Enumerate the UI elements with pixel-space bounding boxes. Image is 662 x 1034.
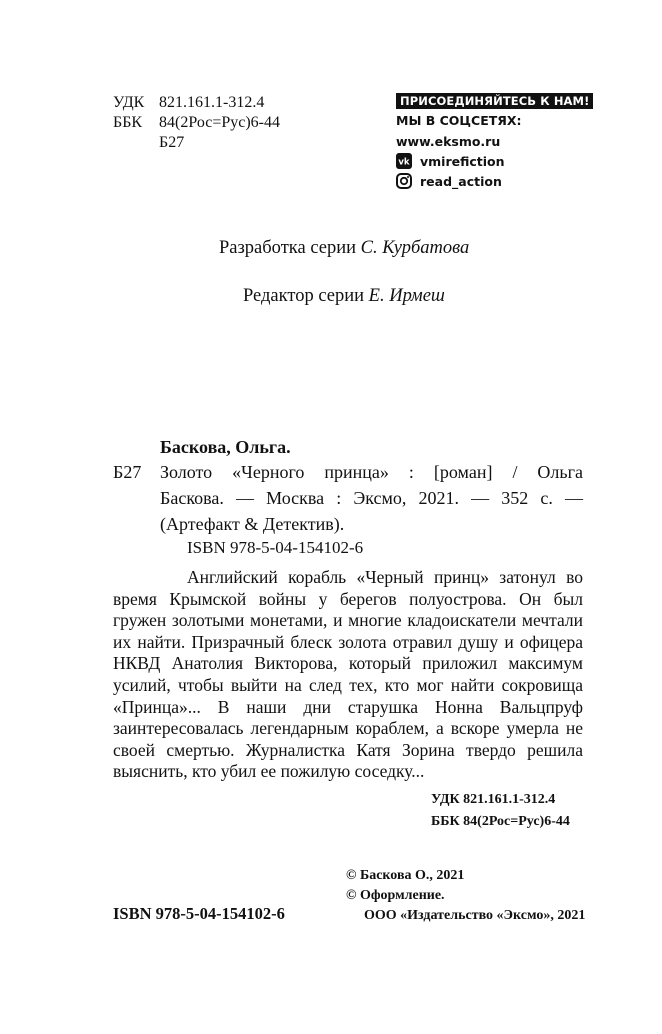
udk-bold: УДК 821.161.1-312.4 [431, 792, 556, 807]
bbk-label: ББК [113, 114, 143, 131]
svg-text:vk: vk [398, 157, 410, 168]
biblio-mark: Б27 [113, 462, 142, 482]
copyright-design: © Оформление. [346, 888, 445, 903]
annotation [113, 567, 583, 783]
isbn-bottom: ISBN 978-5-04-154102-6 [113, 904, 285, 923]
vk-icon [396, 153, 412, 169]
annotation-text: Английский корабль «Черный принц» затонул во время Крымской войны у берегов полуострова. Он был гружен золотыми монетами, и многие кладоискатели мечтали их найти. Призрачный блеск золота отравил душу и офицера НКВД Анатолия Викторова, который приложил максимум усилий, чтобы выйти на след тех, кто мог найти сокровища «Принца»... В наши дни старушка Нонна Вальцпруф заинтересовалась легендарным кораблем, а вскоре умерла не своей смертью. Журналистка Катя Зорина твердо решила выяснить, кто убил ее пожилую соседку... [113, 567, 583, 782]
join-banner: ПРИСОЕДИНЯЙТЕСЬ К НАМ! [396, 93, 593, 109]
social-block [396, 93, 593, 191]
instagram-icon [396, 173, 412, 189]
biblio-line-1: Золото «Черного принца» : [роман] / Ольга [160, 462, 583, 482]
series-design-label: Разработка серии [219, 238, 357, 258]
isbn-main: ISBN 978-5-04-154102-6 [187, 538, 364, 557]
bbk-value: 84(2Рос=Рус)6-44 [159, 114, 281, 131]
copyright-publisher: ООО «Издательство «Эксмо», 2021 [364, 908, 586, 923]
udk-value: 821.161.1-312.4 [159, 94, 265, 111]
website-link[interactable]: www.eksmo.ru [396, 134, 501, 149]
copyright-block [346, 866, 585, 926]
udk-line [113, 93, 280, 113]
series-editor-label: Редактор серии [243, 286, 365, 306]
biblio-description [160, 459, 583, 537]
author-mark-line [113, 133, 280, 153]
social-subtitle: МЫ В СОЦСЕТЯХ: [396, 113, 522, 128]
vk-handle: vmirefiction [420, 153, 505, 169]
vk-row[interactable] [396, 151, 593, 171]
instagram-handle: read_action [420, 173, 502, 189]
biblio-line-3: (Артефакт & Детектив). [160, 514, 345, 534]
author-heading: Баскова, Ольга. [160, 437, 291, 457]
classification-bold [431, 789, 570, 833]
copyright-author: © Баскова О., 2021 [346, 868, 465, 883]
udk-label: УДК [113, 94, 145, 111]
bbk-bold: ББК 84(2Рос=Рус)6-44 [431, 814, 570, 829]
series-editor-name: Е. Ирмеш [368, 286, 445, 306]
author-mark: Б27 [159, 134, 185, 151]
biblio-line-2: Баскова. — Москва : Эксмо, 2021. — 352 с. — [160, 488, 583, 508]
bbk-line [113, 113, 280, 133]
series-design-name: С. Курбатова [360, 238, 470, 258]
instagram-row[interactable] [396, 171, 593, 191]
classification-codes [113, 93, 280, 153]
